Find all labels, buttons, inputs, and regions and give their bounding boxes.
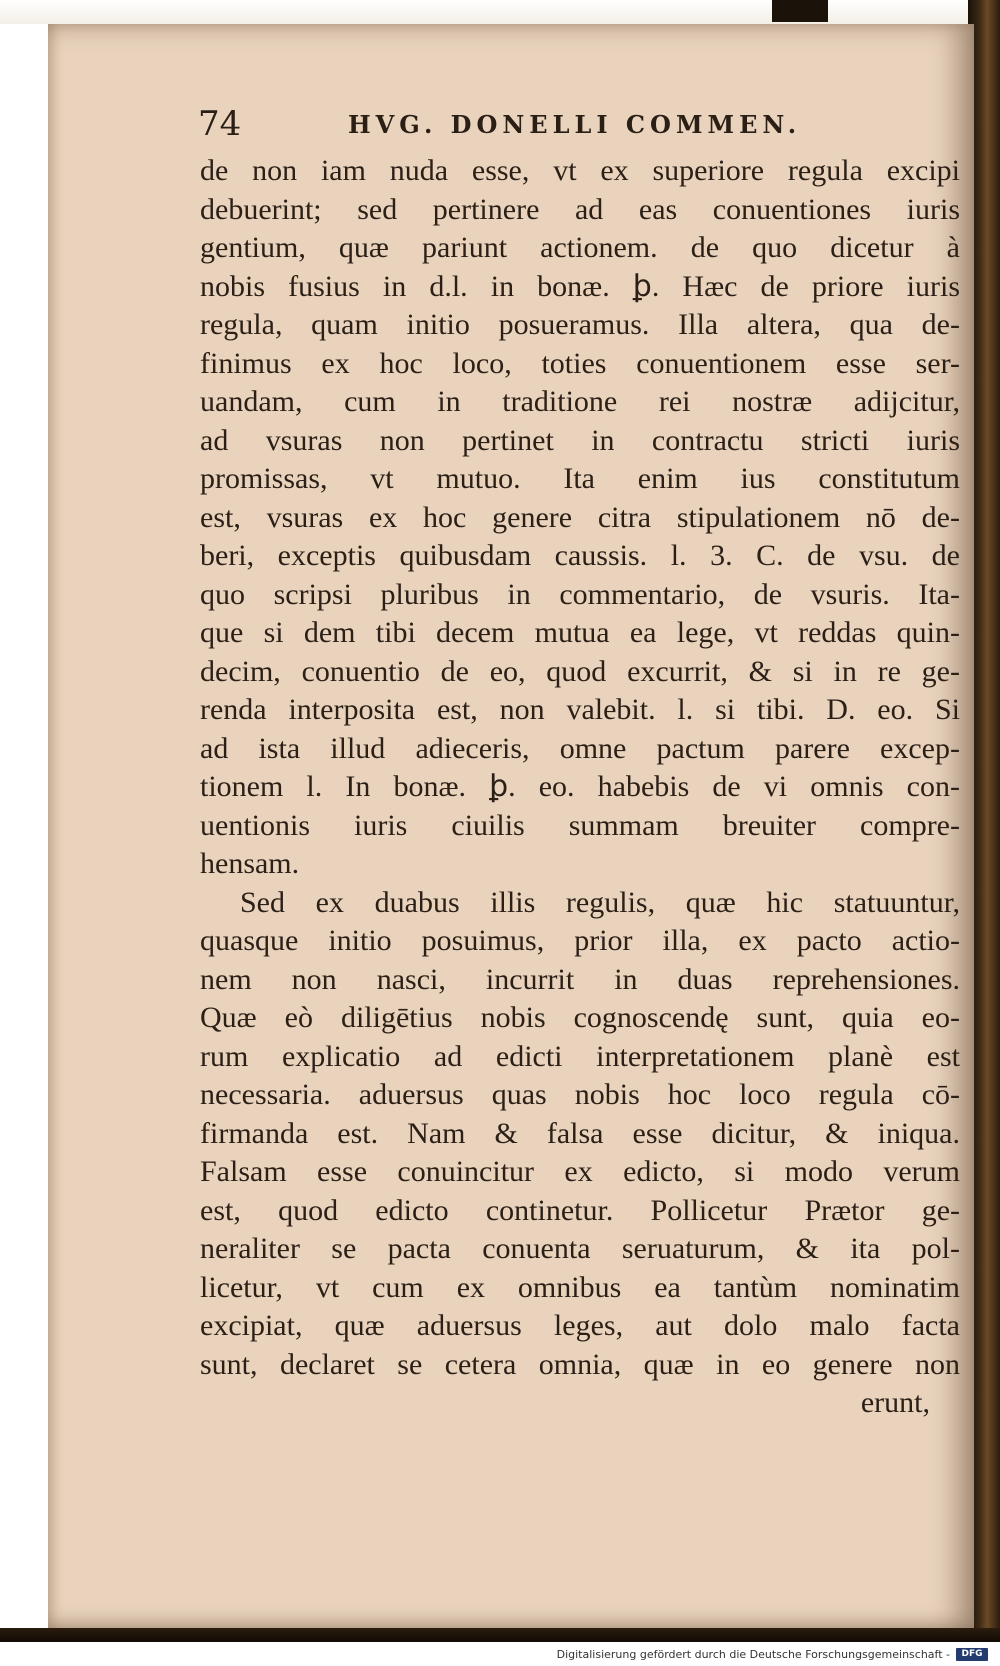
text-line: decim, conuentio de eo, quod excurrit, & si in re ge-: [200, 654, 960, 688]
text-line: tionem l. In bonæ. ꝧ. eo. habebis de vi omnis con-: [200, 770, 960, 803]
text-line: quasque initio posuimus, prior illa, ex pacto actio-: [200, 924, 960, 957]
book-bottom-edge: [0, 1628, 1000, 1642]
text-line: licetur, vt cum ex omnibus ea tantùm nominatim: [200, 1270, 960, 1304]
body-text: [200, 152, 960, 1423]
text-line: debuerint; sed pertinere ad eas conuentiones iuris: [200, 192, 960, 226]
text-line: regula, quam initio posueramus. Illa altera, qua de-: [200, 308, 960, 341]
text-line: sunt, declaret se cetera omnia, quæ in eo genere non: [200, 1347, 960, 1381]
text-line: hensam.: [200, 847, 300, 880]
page-header: [198, 104, 838, 144]
book-spine-tab: [772, 0, 828, 22]
text-line: uentionis iuris ciuilis summam breuiter compre-: [200, 808, 960, 842]
text-line: uandam, cum in traditione rei nostræ adijcitur,: [200, 385, 960, 418]
text-line: Falsam esse conuincitur ex edicto, si modo verum: [200, 1155, 960, 1188]
text-line: nem non nasci, incurrit in duas reprehensiones.: [200, 962, 960, 996]
paragraph-start-line: Sed ex duabus illis regulis, quæ hic statuuntur,: [240, 885, 960, 919]
catchword: erunt,: [860, 1386, 930, 1419]
book-top-edge: [0, 0, 1000, 24]
text-line: quo scripsi pluribus in commentario, de vsuris. Ita-: [200, 577, 960, 611]
text-line: est, quod edicto continetur. Pollicetur Prætor ge-: [200, 1193, 960, 1227]
text-line: renda interposita est, non valebit. l. si tibi. D. eo. Si: [200, 693, 960, 726]
text-line: Quæ eò diligētius nobis cognoscendę sunt, quia eo-: [200, 1001, 960, 1034]
page-number: 74: [198, 104, 242, 144]
text-line: de non iam nuda esse, vt ex superiore regula excipi: [200, 154, 960, 187]
text-line: promissas, vt mutuo. Ita enim ius constitutum: [200, 462, 960, 495]
text-line: neraliter se pacta conuenta seruaturum, & ita pol-: [200, 1232, 960, 1265]
text-line: finimus ex hoc loco, toties conuentionem esse ser-: [200, 346, 960, 380]
text-line: nobis fusius in d.l. in bonæ. ꝧ. Hæc de priore iuris: [200, 269, 960, 303]
text-line: rum explicatio ad edicti interpretationem planè est: [200, 1039, 960, 1073]
text-line: que si dem tibi decem mutua ea lege, vt reddas quin-: [200, 616, 960, 649]
text-line: gentium, quæ pariunt actionem. de quo dicetur à: [200, 231, 960, 264]
text-line: ad ista illud adieceris, omne pactum parere excep-: [200, 731, 960, 765]
text-line: firmanda est. Nam & falsa esse dicitur, & iniqua.: [200, 1116, 960, 1150]
text-line: excipiat, quæ aduersus leges, aut dolo malo facta: [200, 1309, 960, 1342]
text-line: necessaria. aduersus quas nobis hoc loco regula cō-: [200, 1078, 960, 1111]
text-line: ad vsuras non pertinet in contractu stricti iuris: [200, 423, 960, 457]
text-line: beri, exceptis quibusdam caussis. l. 3. C. de vsu. de: [200, 539, 960, 572]
funding-credit: Digitalisierung gefördert durch die Deutsche Forschungsgemeinschaft -: [556, 1648, 950, 1661]
running-title: HVG. DONELLI COMMEN.: [348, 110, 802, 139]
dfg-logo[interactable]: DFG: [956, 1648, 988, 1661]
text-line: est, vsuras ex hoc genere citra stipulationem nō de-: [200, 500, 960, 534]
